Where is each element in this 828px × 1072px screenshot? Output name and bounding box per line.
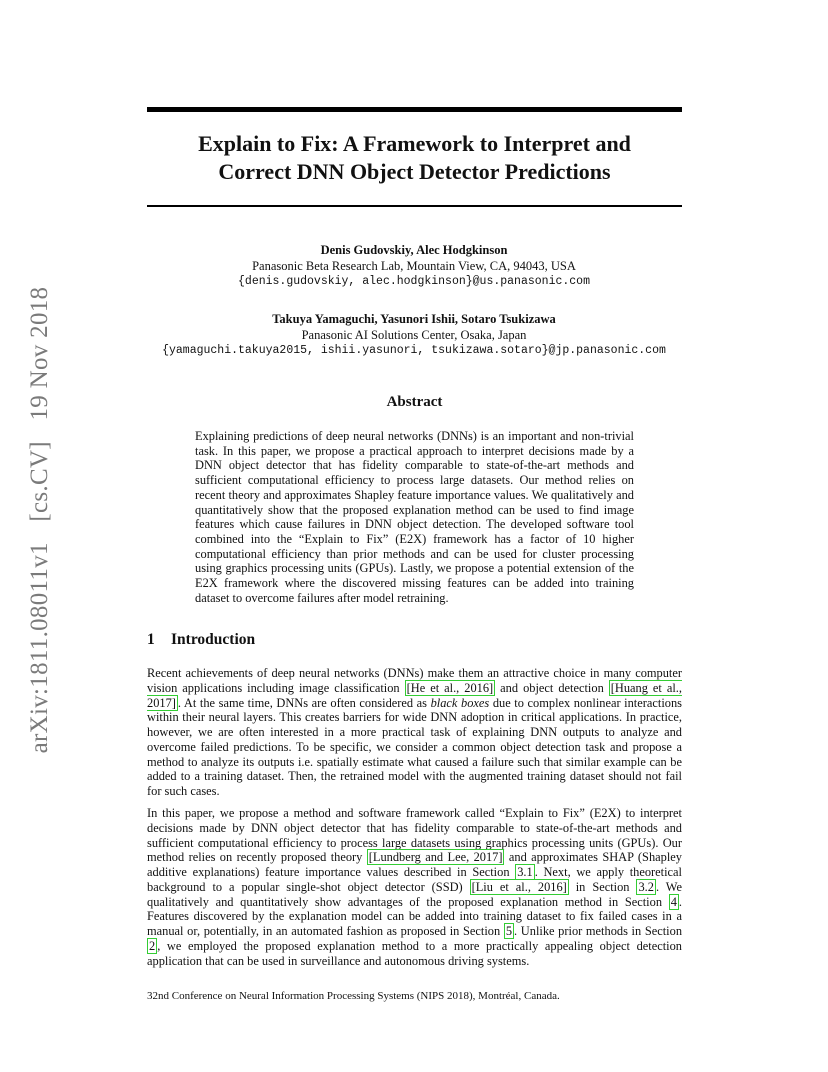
author-email: {denis.gudovskiy, alec.hodgkinson}@us.panasonic.com	[238, 275, 590, 288]
abstract-body: Explaining predictions of deep neural networks (DNNs) is an important and non-trivial task. In this paper, we propose a practical approach to interpret decisions made by a DNN object detector that has fidelity comparable to state-of-the-art methods and sufficient computational efficiency to process large datasets. Our method relies on recent theory and approximates Shapley feature importance values. We qualitatively and quantitatively show that the proposed explanation method can be used to find image features which cause failures in DNN object detection. The developed software tool combined into the “Explain to Fix” (E2X) framework has a factor of 10 higher computational efficiency than prior methods and can be used for cluster processing using graphics processing units (GPUs). Lastly, we propose a potential extension of the E2X framework where the discovered missing features can be added into training dataset to overcome failures after model retraining.	[195, 429, 634, 605]
section-ref-link[interactable]: 3.2	[638, 879, 654, 894]
title-bottom-rule	[147, 205, 682, 207]
section-number: 1	[147, 631, 155, 648]
citation-link[interactable]: [Huang et al., 2017]	[147, 680, 683, 710]
paper-title	[147, 130, 682, 186]
title-top-rule	[147, 107, 682, 112]
abstract-heading: Abstract	[386, 394, 443, 410]
text-run: . Features discovered by the explanation model can be added into training dataset to fix failed cases in a manual or, potentially, in an automated fashion as proposed in Section	[147, 894, 682, 938]
citation-link[interactable]: [Lundberg and Lee, 2017]	[368, 850, 503, 865]
text-run: , we employed the proposed explanation method to a more practically appealing object detection application that can be used in surveillance and autonomous driving systems.	[147, 938, 682, 968]
author-names: Denis Gudovskiy, Alec Hodgkinson	[320, 243, 508, 257]
author-names: Takuya Yamaguchi, Yasunori Ishii, Sotaro Tsukizawa	[272, 312, 556, 326]
text-run: due to complex nonlinear interactions within their neural layers. This creates barriers for wide DNN adoption in critical applications. In practice, however, we are often interested in a more practical task of explaining DNN outputs to analyze and overcome failed predictions. To be specific, we consider a common object detection task and propose a method to analyze its outputs i.e. spatially estimate what caused a failure such that similar example can be added to a training dataset. Then, the retrained model with the augmented training dataset should not fail for such cases.	[147, 695, 682, 798]
intro-paragraph-2	[147, 806, 682, 968]
emphasis-text: black boxes	[430, 695, 490, 710]
section-ref-link[interactable]: 5	[505, 924, 513, 938]
conference-footnote: 32nd Conference on Neural Information Processing Systems (NIPS 2018), Montréal, Canada.	[147, 990, 560, 1002]
section-ref-link[interactable]: 4	[670, 894, 677, 909]
author-email: {yamaguchi.takuya2015, ishii.yasunori, tsukizawa.sotaro}@jp.panasonic.com	[162, 344, 666, 357]
section-title: Introduction	[171, 631, 256, 648]
author-affiliation: Panasonic AI Solutions Center, Osaka, Japan	[301, 328, 527, 342]
title-line-1: Explain to Fix: A Framework to Interpret and	[198, 131, 631, 156]
text-run: and object detection	[495, 680, 609, 695]
text-run: . Unlike prior methods in Section	[514, 924, 683, 938]
intro-paragraph-1	[147, 666, 682, 799]
text-run: Recent achievements of deep neural networks (DNNs) make them an attractive choice in many computer vision applications including image classification	[147, 666, 682, 695]
text-run: . Next, we apply theoretical background to a popular single-shot object detector (SSD)	[147, 865, 682, 894]
arxiv-sidebar-stamp	[22, 280, 58, 760]
section-ref-link[interactable]: 2	[149, 938, 156, 953]
author-block-2	[100, 311, 728, 359]
text-run: . At the same time, DNNs are often considered as	[177, 695, 431, 710]
arxiv-category: [cs.CV]	[26, 441, 53, 522]
section-ref-link[interactable]: 3.1	[517, 865, 533, 879]
author-affiliation: Panasonic Beta Research Lab, Mountain View, CA, 94043, USA	[252, 259, 576, 273]
section-heading-introduction	[147, 631, 255, 649]
text-run: In this paper, we propose a method and software framework called “Explain to Fix” (E2X) to interpret decisions made by DNN object detector that has fidelity comparable to state-of-the-art methods and sufficient computational efficiency to process large datasets using graphics processing units (GPUs). Our method relies on recently proposed theory	[147, 806, 682, 865]
arxiv-date: 19 Nov 2018	[26, 286, 53, 421]
arxiv-sidebar-text	[26, 287, 54, 754]
arxiv-id: arXiv:1811.08011v1	[26, 542, 53, 754]
title-line-2: Correct DNN Object Detector Predictions	[218, 159, 611, 184]
citation-link[interactable]: [Liu et al., 2016]	[471, 879, 567, 894]
citation-link[interactable]: [He et al., 2016]	[406, 680, 494, 695]
text-run: . We qualitatively and quantitatively show advantages of the proposed explanation method in Section	[147, 879, 682, 909]
author-block-1	[100, 242, 728, 290]
text-run: and approximates SHAP (Shapley additive explanations) feature importance values described in Section	[147, 850, 682, 879]
text-run: in Section	[568, 879, 637, 894]
